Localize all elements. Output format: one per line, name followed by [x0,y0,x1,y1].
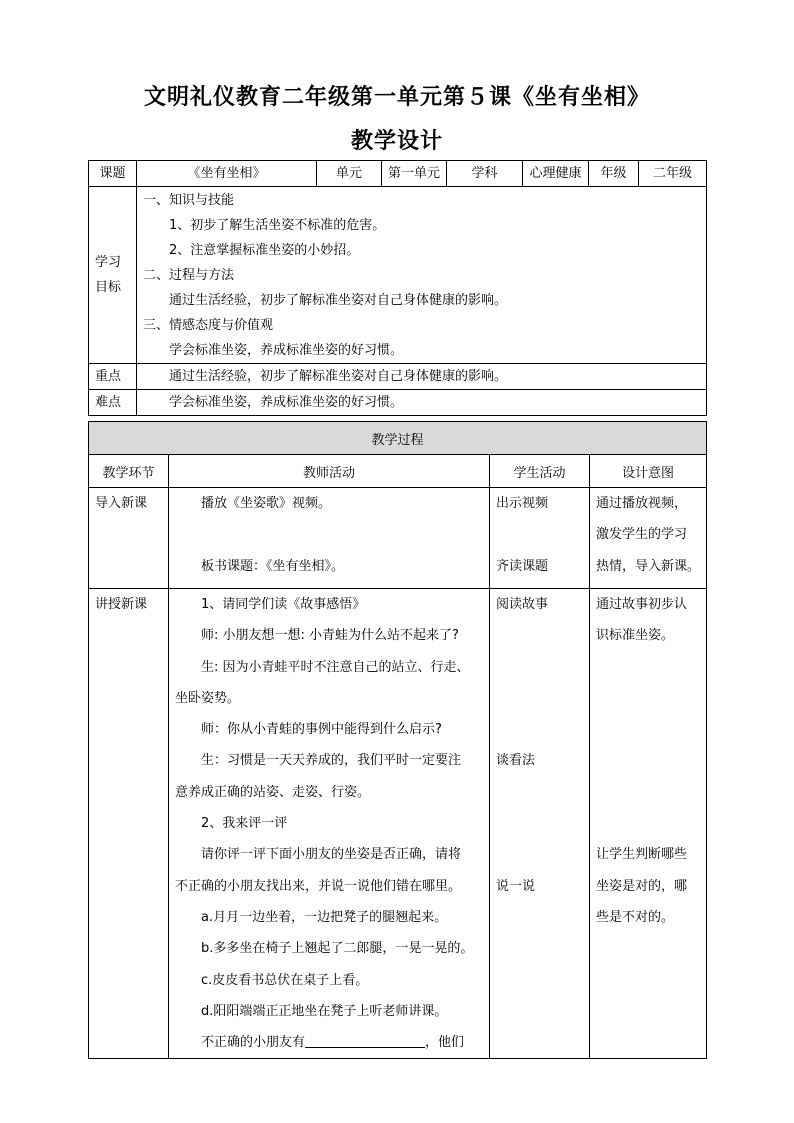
objective-item: 学会标准坐姿，养成标准坐姿的好习惯。 [169,342,404,358]
intro-teacher-line [169,519,489,550]
teacher-line: 生: 因为小青蛙平时不注意自己的站立、行走、 [201,659,470,675]
difficulty-value: 学会标准坐姿，养成标准坐姿的好习惯。 [137,390,707,416]
intro-stage: 导入新课 [95,496,148,511]
spacer [590,745,706,776]
objectives-row [89,187,707,364]
document-title: 文明礼仪教育二年级第一单元第５课《坐有坐相》 [143,84,650,110]
new-stage: 讲授新课 [95,597,148,612]
grade-label: 年级 [589,161,639,187]
spacer [490,714,589,745]
intro-row [89,488,707,589]
teacher-line: 意养成正确的站姿、走姿、行姿。 [175,784,371,800]
intent-line: 识标准坐姿。 [596,628,675,644]
header-row [89,455,707,488]
spacer [590,808,706,839]
spacer [590,683,706,714]
spacer [590,777,706,808]
spacer [590,714,706,745]
teacher-line: 师: 小朋友想一想: 小青蛙为什么站不起来了? [201,628,459,644]
teacher-line: 不正确的小朋友找出来，并说一说他们错在哪里。 [175,878,462,894]
fill-blank-prefix: 不正确的小朋友有 [201,1035,306,1051]
key-point-label: 重点 [89,364,137,390]
teacher-line: d.阳阳端端正正地坐在凳子上听老师讲课。 [201,1003,448,1019]
grade-value: 二年级 [639,161,707,187]
section-title-row [89,422,707,455]
intro-intent-line: 热情，导入新课。 [596,558,701,574]
document-subtitle: 教学设计 [350,128,443,154]
intro-intent-line: 通过播放视频， [596,496,688,511]
spacer [490,652,589,683]
subject-label: 学科 [447,161,523,187]
difficulty-row [89,390,707,416]
section-title: 教学过程 [89,422,707,455]
objectives-label-line: 学习 [95,255,122,270]
student-line: 说一说 [496,878,536,894]
header-student: 学生活动 [490,455,590,488]
objective-heading: 三、情感态度与价值观 [143,317,274,333]
unit-value: 第一单元 [382,161,447,187]
new-teacher-cell [169,589,490,1059]
student-line: 阅读故事 [496,597,549,612]
teacher-line: 坐卧姿势。 [175,690,241,706]
objectives-label [89,187,137,364]
header-intent: 设计意图 [590,455,707,488]
teacher-line: b.多多坐在椅子上翘起了二郎腿，一晃一晃的。 [201,941,474,957]
intro-teacher-cell [169,488,490,589]
key-point-row [89,364,707,390]
intro-stage-cell [89,488,169,589]
spacer [490,808,589,839]
new-intent-cell [590,589,707,1059]
objective-item: 1、初步了解生活坐姿不标准的危害。 [169,217,386,233]
new-student-cell [490,589,590,1059]
intro-teacher-line: 板书课题：《坐有坐相》。 [201,558,345,574]
objective-heading: 二、过程与方法 [143,267,235,283]
teacher-line: 师：你从小青蛙的事例中能得到什么启示? [201,722,442,738]
intro-student-line: 齐读课题 [496,558,549,574]
teacher-line: 生：习惯是一天天养成的，我们平时一定要注 [201,753,462,769]
lesson-value: 《坐有坐相》 [137,161,317,187]
new-lesson-row [89,589,707,1059]
intent-line: 通过故事初步认 [596,597,688,612]
objective-heading: 一、知识与技能 [143,192,235,208]
key-point-value: 通过生活经验，初步了解标准坐姿对自己身体健康的影响。 [137,364,707,390]
intro-student-line [490,519,589,550]
teacher-line: c.皮皮看书总伏在桌子上看。 [201,972,369,988]
spacer [490,620,589,651]
spacer [590,652,706,683]
intent-line: 坐姿是对的，哪 [596,878,688,894]
lesson-info-table [88,160,707,416]
objective-item: 2、注意掌握标准坐姿的小妙招。 [169,242,360,258]
fill-blank-suffix: ，他们 [425,1035,465,1051]
intent-line: 些是不对的。 [596,909,675,925]
intro-student-line: 出示视频 [496,496,549,511]
student-line: 谈看法 [496,753,536,769]
intent-line: 让学生判断哪些 [596,847,688,863]
teacher-line: 请你评一评下面小朋友的坐姿是否正确，请将 [201,847,462,863]
header-teacher: 教师活动 [169,455,490,488]
objectives-content [137,187,707,364]
spacer [490,777,589,808]
teacher-line: 2、我来评一评 [201,816,288,832]
objective-item: 通过生活经验，初步了解标准坐姿对自己身体健康的影响。 [169,292,508,308]
new-stage-cell [89,589,169,1059]
intro-teacher-line: 播放《坐姿歌》视频。 [201,496,332,511]
objectives-label-line: 目标 [95,280,122,295]
subject-value: 心理健康 [523,161,589,187]
teacher-line: a.月月一边坐着，一边把凳子的腿翘起来。 [201,909,448,925]
unit-label: 单元 [317,161,382,187]
spacer [490,683,589,714]
intro-intent-line: 激发学生的学习 [596,527,688,543]
fill-blank-underline [305,1033,425,1048]
spacer [490,839,589,870]
intro-intent-cell [590,488,707,589]
difficulty-label: 难点 [89,390,137,416]
teacher-line-fill-blank [169,1027,489,1058]
lesson-label: 课题 [89,161,137,187]
teaching-process-table [88,421,707,1059]
intro-student-cell [490,488,590,589]
header-stage: 教学环节 [89,455,169,488]
lesson-info-row [89,161,707,187]
teacher-line: 1、请同学们读《故事感悟》 [201,597,366,612]
